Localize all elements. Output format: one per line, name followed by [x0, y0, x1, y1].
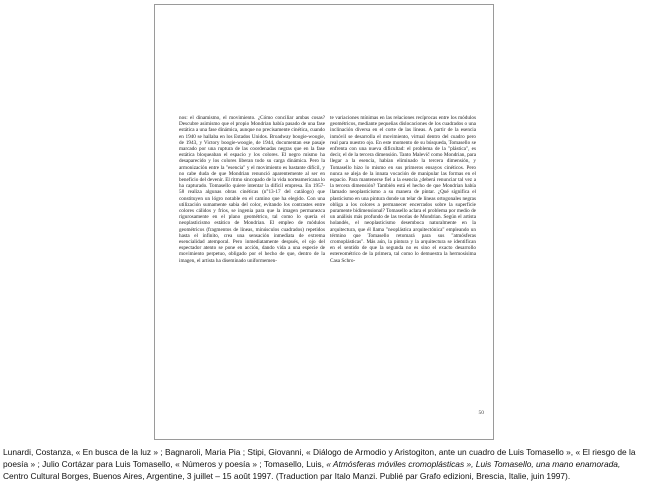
caption-text-regular: Lunardi, Costanza, « En busca de la luz » ; Bagnaroli, Maria Pia ; Stipi, Giovanni, « Diálogo de Armodio y Aristogiton, ante un cuadro de Luis Tomasello », « El riesgo de la poesía » ; Julio Cortázar para Luis Tomasello, « Números y poesía » ; Tomasello, Luis, [3, 447, 636, 470]
left-text-column [179, 115, 325, 420]
left-column-paragraph: nos: el dinamismo, el movimiento. ¿Cómo conciliar ambas cosas? Descubre asimismo que el propio Mondrian había pasado de una fase estática a una fase dinámica, aunque no precisamente cinética, cuando en 1940 se hallaba en los Estados Unidos. Broadway boogie-woogie, de 1943, y Victory boogie-woogie, de 1944, documentan ese pasaje marcado por una ruptura de las coordenadas negras que en la fase estática bloqueaban el espacio y los colores. El negro mismo ha desaparecido y los colores liberan todo su carga dinámica. Pero la armonización entre la "esencia" y el movimiento es bastante difícil, y no cabe duda de que Mondrian renunció aparentemente al ser en beneficio del devenir. El ritmo sincopado de la vida norteamericana lo ha capturado. Tomasello quiere intentar la difícil empresa. En 1957-58 realiza algunas obras cinéticas (n°13-17 del catálogo) que constituyen un lógro notable en el camino que ha elegido. Con una utilización sumamente sabia del color, evitando los contrastes entre colores cálidos y fríos, se ingenia para que la imagen permanezca rigurosamente en el plano geométrico, tal como lo quería el neoplasticismo estático de Mondrian. El empleo de módulos geométricos (fragmentos de líneas, minúsculos cuadrados) repetidos hasta el infinito, crea una sensación inmediata de extrema esencialidad atemporal. Pero inmediatamente después, el ojo del espectador atento se pone en acción, dando vida a una especie de movimiento perpetuo, obligado por el hecho de que, dentro de la imagen, el artista ha diseminado uniformemen- [179, 115, 325, 264]
caption-text-italic: « Atmósferas móviles cromoplásticas », Luis Tomasello, una mano enamorada, [326, 459, 621, 470]
right-column-paragraph: te variaciones mínimas en las relaciones recíprocas entre los módulos geométricos, mediante pequeñas dislocaciones de los cuadrados o una inclinación diversa en el corte de las líneas. A partir de la esencia inmóvil se desarrolla el movimiento, virtual dentro del cuadro pero real para nuestro ojo. En este momento de su búsqueda, Tomasello se enfrenta con una nueva dificultad: el problema de la "plástica", es decir, el de la tercera dimensión. Tanto Malevič como Mondrian, para llegar a la esencia, habían eliminado la tercera dimensión, y Tomasello hizo lo mismo en sus primeros ensayos cinéticos. Pero nunca se aleja de la innata vocación de manipular las formas en el espacio. Para mantenerse fiel a la esencia ¿deberá renunciar tal vez a la tercera dimensión? También está el hecho de que Mondrian había llamado neoplasticismo a su manera de pintar. ¿Qué significa el plasticismo en una pintura donde un telar de líneas ortogonales negras obliga a los colores a permanecer encerrados sobre la superficie puramente bidimensional? Tomasello aclara el problema por medio de un análisis más profundo de las teorías de Mondrian. Según el artista holandés, el neoplasticismo desemboca naturalmente en la arquitectura, que él llama "neoplástica arquitectónica" empleando un término que Tomasello retomará para sus "atmósferas cromoplásticas". Más aún, la pintura y la arquitectura se identifican en el sentido de que la segunda no es sino el exacto desarrollo estereométrico de la primera, tal como lo demuestra la hermosísima Casa Schro- [330, 115, 476, 264]
image-caption [3, 446, 647, 483]
right-text-column [330, 115, 476, 420]
document-page [154, 4, 494, 440]
caption-text-end: Centro Cultural Borges, Buenos Aires, Argentine, 3 juillet – 15 août 1997. (Traduction par Italo Manzi. Publié par Grafo edizioni, Brescia, Italie, juin 1997). [3, 471, 571, 482]
page-number: 50 [478, 410, 484, 416]
